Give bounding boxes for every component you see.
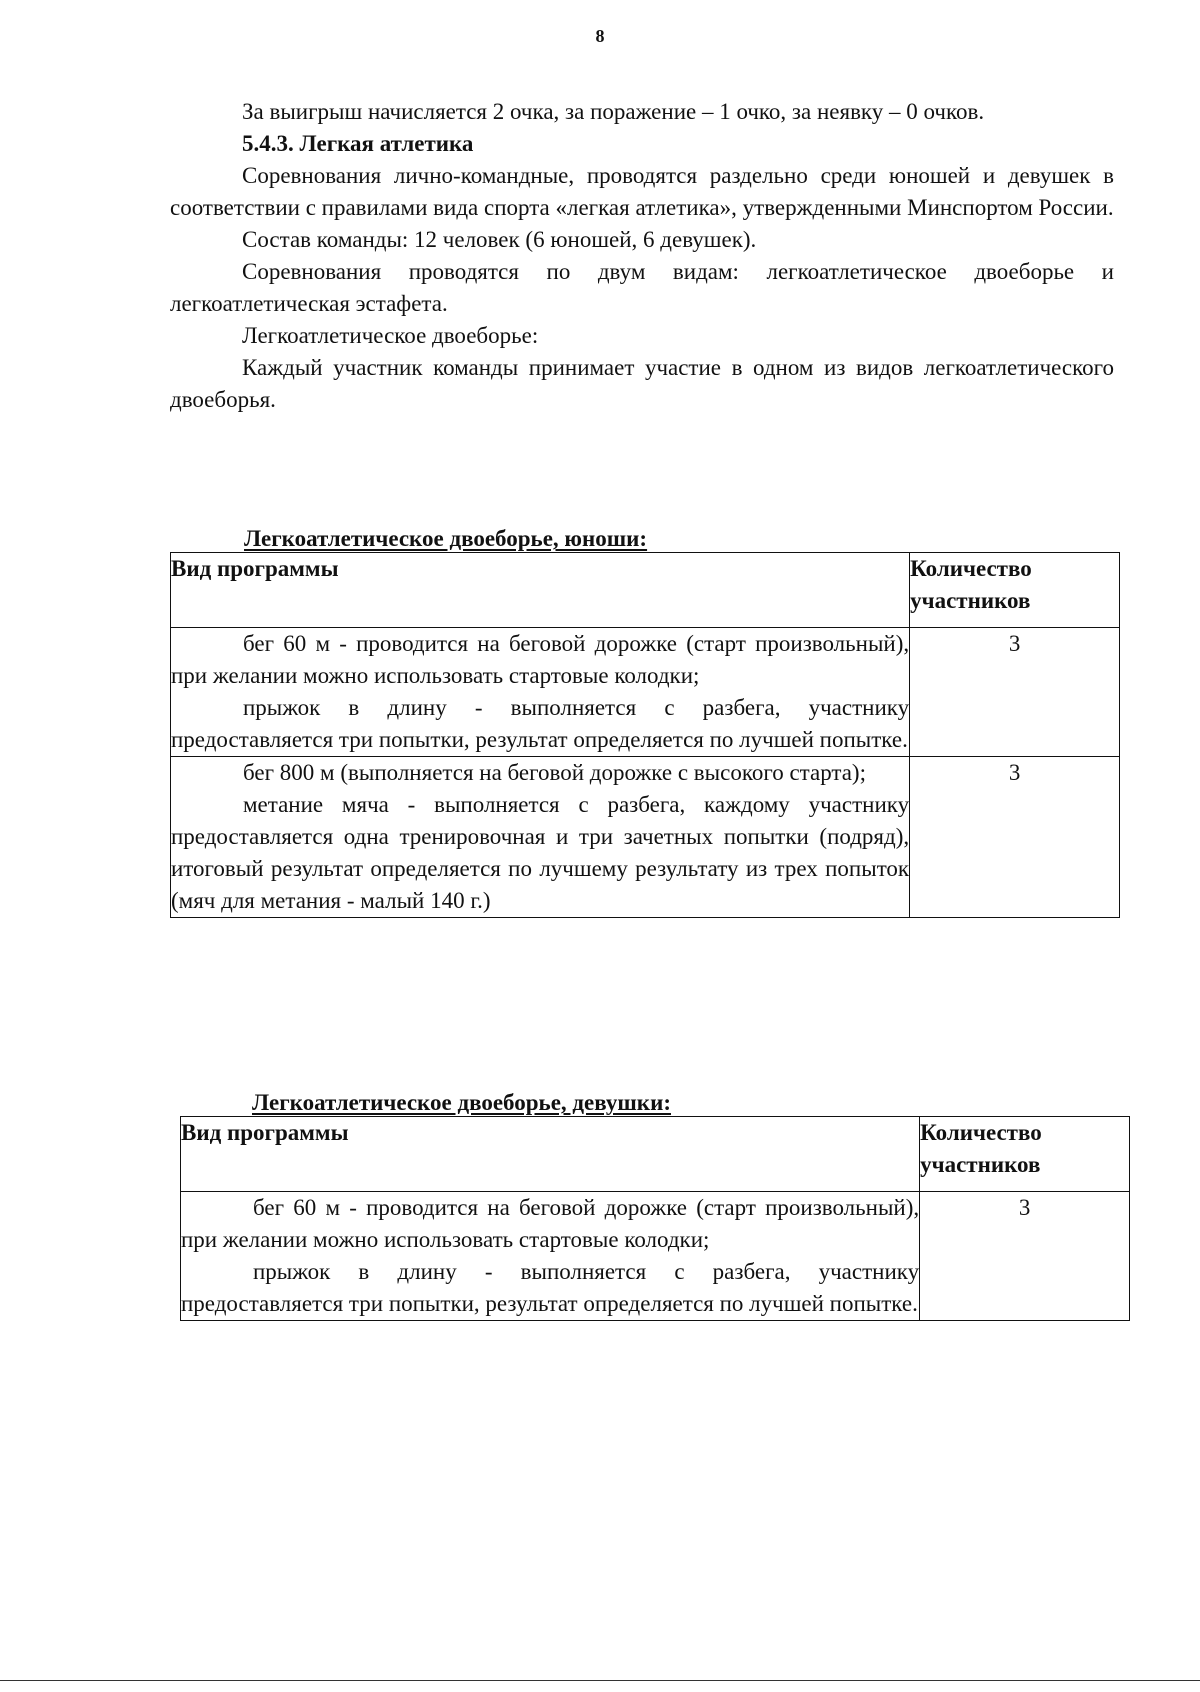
header-count: Количество участников [910, 553, 1120, 628]
section-title: 5.4.3. Легкая атлетика [242, 131, 474, 156]
table-row [181, 1192, 1130, 1321]
header-program: Вид программы [181, 1117, 920, 1192]
program-line: прыжок в длину - выполняется с разбега, участнику предоставляется три попытки, результат определяется по лучшей попытке. [171, 695, 910, 752]
table-header-row [181, 1117, 1130, 1192]
table-header-row [171, 553, 1120, 628]
count-cell: 3 [920, 1192, 1130, 1321]
header-program: Вид программы [171, 553, 910, 628]
program-cell [171, 628, 910, 757]
header-count: Количество участников [920, 1117, 1130, 1192]
program-line: метание мяча - выполняется с разбега, каждому участнику предоставляется одна тренировочная и три зачетных попытки (подряд), итоговый результат определяется по лучшему результату из трех попыток (мяч для метания - малый 140 г.) [171, 792, 910, 913]
table-girls [180, 1116, 1130, 1321]
program-line: бег 800 м (выполняется на беговой дорожке с высокого старта); [243, 760, 866, 785]
page-number: 8 [595, 26, 605, 46]
program-cell [181, 1192, 920, 1321]
paragraph-biathlon-heading: Легкоатлетическое двоеборье: [242, 323, 539, 348]
table-boys [170, 552, 1120, 918]
program-line: бег 60 м - проводится на беговой дорожке (старт произвольный), при желании можно использовать стартовые колодки; [181, 1195, 920, 1252]
scoring-paragraph: За выигрыш начисляется 2 очка, за поражение – 1 очко, за неявку – 0 очков. [242, 99, 985, 124]
program-line: прыжок в длину - выполняется с разбега, участнику предоставляется три попытки, результат определяется по лучшей попытке. [181, 1259, 920, 1316]
table-boys-title: Легкоатлетическое двоеборье, юноши: [244, 526, 648, 551]
count-cell: 3 [910, 628, 1120, 757]
table-girls-title: Легкоатлетическое двоеборье, девушки: [252, 1090, 671, 1115]
program-line: бег 60 м - проводится на беговой дорожке (старт произвольный), при желании можно использовать стартовые колодки; [171, 631, 910, 688]
table-row [171, 757, 1120, 918]
text-block [170, 96, 1114, 416]
paragraph-competition-type: Соревнования лично-командные, проводятся раздельно среди юношей и девушек в соответствии с правилами вида спорта «легкая атлетика», утвержденными Минспортом России. [170, 163, 1114, 220]
paragraph-team-composition: Состав команды: 12 человек (6 юношей, 6 девушек). [242, 227, 757, 252]
table-row [171, 628, 1120, 757]
count-cell: 3 [910, 757, 1120, 918]
paragraph-disciplines: Соревнования проводятся по двум видам: легкоатлетическое двоеборье и легкоатлетическая эстафета. [170, 259, 1114, 316]
bottom-rule [0, 1680, 1200, 1681]
program-cell [171, 757, 910, 918]
paragraph-participation: Каждый участник команды принимает участие в одном из видов легкоатлетического двоеборья. [170, 355, 1114, 412]
